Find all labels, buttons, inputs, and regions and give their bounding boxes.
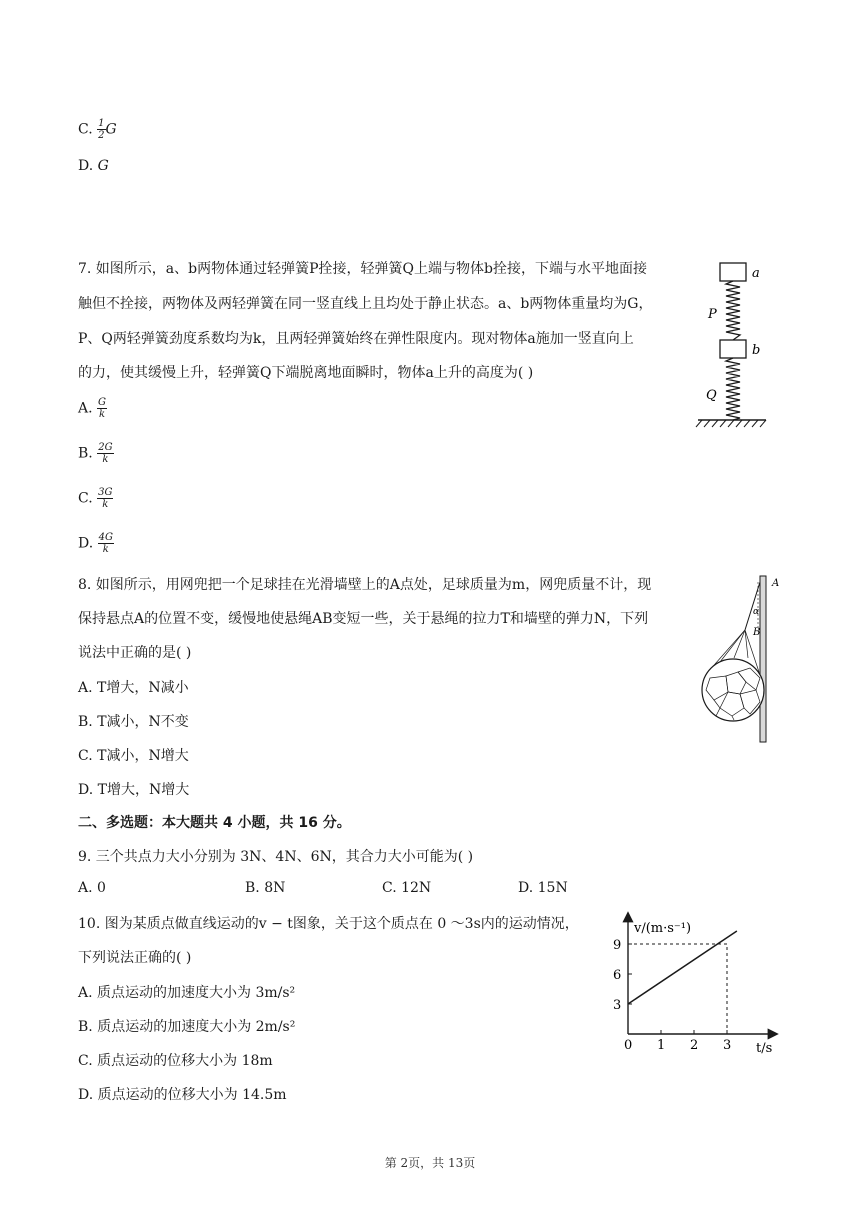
x-tick-label: 2 [690,1038,699,1053]
q7-spring-figure [690,256,780,436]
section-heading-multiple-choice: 二、多选题：本大题共 4 小题，共 16 分。 [78,815,351,831]
block-a [720,263,746,281]
spring-q [726,358,740,420]
q6-option-d: D. G [78,158,109,174]
q10-option-a: A. 质点运动的加速度大小为 3m/s² [78,985,296,1001]
q7-stem-line4: 的力，使其缓慢上升，轻弹簧Q下端脱离地面瞬时，物体a上升的高度为( ) [78,365,534,381]
y-axis-label: v/(m·s⁻¹) [634,921,692,936]
q7-stem-line3: P、Q两轻弹簧劲度系数均为k，且两轻弹簧始终在弹性限度内。现对物体a施加一竖直向上 [78,331,634,347]
ground-hatch [696,420,766,427]
q8-option-a: A. T增大，N减小 [78,680,189,696]
q8-option-d: D. T增大，N增大 [78,782,190,798]
q9-option-b: B. 8N [245,880,286,896]
q9-option-d: D. 15N [518,880,568,896]
y-tick-label: 9 [613,938,622,953]
q9-option-c: C. 12N [382,880,432,896]
q7-stem-line1: 7. 如图所示，a、b两物体通过轻弹簧P拴接，轻弹簧Q上端与物体b拴接，下端与水平地面接 [78,261,647,277]
q8-stem-line3: 说法中正确的是( ) [78,645,192,661]
q10-stem-line1: 10. 图为某质点做直线运动的v − t图象，关于这个质点在 0 ～3s内的运动情况， [78,916,579,932]
q6-option-c: C. $\frac{1}{2}$ G [78,118,117,141]
x-tick-label: 0 [624,1038,633,1053]
spring-p [726,281,740,340]
page-footer: 第 2页，共 13页 [384,1156,476,1170]
x-tick-label: 1 [657,1038,666,1053]
q10-option-c: C. 质点运动的位移大小为 18m [78,1053,273,1069]
label-q: Q [706,388,717,403]
block-b [720,340,746,358]
q10-option-d: D. 质点运动的位移大小为 14.5m [78,1087,287,1103]
q7-option-a: A. $\frac{G}{k}$ [78,397,107,420]
q7-option-b: B. $\frac{2G}{k}$ [78,442,113,465]
velocity-line [628,931,737,1004]
q10-option-b: B. 质点运动的加速度大小为 2m/s² [78,1019,296,1035]
q8-stem-line2: 保持悬点A的位置不变，缓慢地使悬绳AB变短一些，关于悬绳的拉力T和墙壁的弹力N，下列 [78,611,649,627]
q7-option-c: C. $\frac{3G}{k}$ [78,487,113,510]
q7-stem-line2: 触但不拴接，两物体及两轻弹簧在同一竖直线上且均处于静止状态。a、b两物体重量均为G， [78,296,653,312]
q7-option-d: D. $\frac{4G}{k}$ [78,532,113,555]
q8-option-b: B. T减小，N不变 [78,714,189,730]
q8-option-c: C. T减小，N增大 [78,748,189,764]
q9-option-a: A. 0 [78,880,106,896]
x-tick-label: 3 [723,1038,732,1053]
label-p: P [708,307,717,322]
wall [760,576,766,742]
q9-stem: 9. 三个共点力大小分别为 3N、4N、6N，其合力大小可能为( ) [78,849,474,865]
label-A: A [772,578,780,589]
x-axis-label: t/s [756,1041,773,1056]
y-tick-label: 3 [613,998,622,1013]
label-B: B [753,627,761,638]
q10-stem-line2: 下列说法正确的( ) [78,950,192,966]
q8-wall-figure [698,572,788,747]
label-alpha: α [753,607,760,617]
vt-chart [600,906,790,1061]
q8-stem-line1: 8. 如图所示，用网兜把一个足球挂在光滑墙壁上的A点处，足球质量为m，网兜质量不计，现 [78,577,652,593]
label-b: b [752,343,761,358]
label-a: a [752,266,760,281]
y-tick-label: 6 [613,968,622,983]
